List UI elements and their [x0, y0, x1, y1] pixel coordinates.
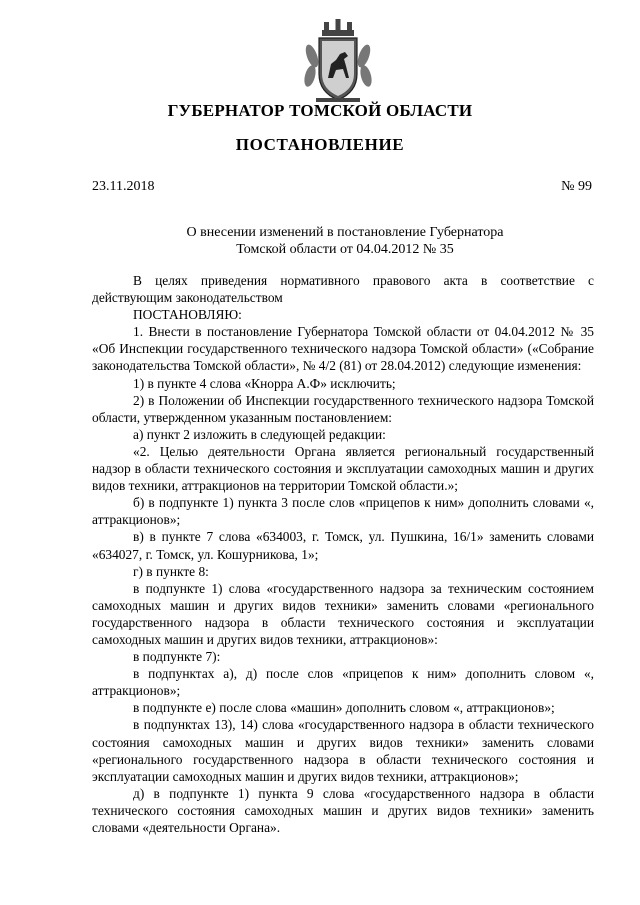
paragraph: д) в подпункте 1) пункта 9 слова «государственного надзора в области технического состояния самоходных машин и других видов техники» заменить словами «деятельности Органа».	[92, 785, 594, 835]
paragraph: ПОСТАНОВЛЯЮ:	[133, 307, 242, 323]
paragraph: б) в подпункте 1) пункта 3 после слов «прицепов к ним» дополнить словами «, аттракционов»;	[92, 495, 594, 528]
paragraph: в) в пункте 7 слова «634003, г. Томск, ул. Пушкина, 16/1» заменить словами «634027, г. Томск, ул. Кошурникова, 1»;	[92, 529, 594, 562]
document-date: 23.11.2018	[92, 179, 155, 194]
paragraph: в подпункте е) после слова «машин» дополнить словом «, аттракционов»;	[133, 700, 555, 716]
paragraph: г) в пункте 8:	[133, 563, 209, 579]
issuing-authority: ГУБЕРНАТОР ТОМСКОЙ ОБЛАСТИ	[167, 101, 473, 120]
tomsk-coat-of-arms-icon	[298, 18, 378, 104]
title-line: Томской области от 04.04.2012 № 35	[236, 242, 454, 257]
paragraph: в подпункте 7):	[133, 649, 221, 665]
paragraph: «2. Целью деятельности Органа является региональный государственный надзор в области технического состояния и эксплуатации самоходных машин и других видов техники, аттракционов на территории Томской области.»;	[92, 443, 594, 494]
document-number: № 99	[561, 179, 592, 194]
paragraph: в подпунктах а), д) после слов «прицепов к ним» дополнить словом «, аттракционов»;	[92, 666, 594, 699]
paragraph: 1. Внести в постановление Губернатора Томской области от 04.04.2012 № 35 «Об Инспекции государственного технического надзора Томской области» («Собрание законодательства Томской области», № 4/2 (81) от 28.04.2012) следующие изменения:	[92, 324, 594, 374]
paragraph: В целях приведения нормативного правового акта в соответствие с действующим законодательством	[92, 273, 594, 306]
document-body	[92, 272, 594, 836]
document-type: ПОСТАНОВЛЕНИЕ	[235, 135, 405, 154]
paragraph: 2) в Положении об Инспекции государственного технического надзора Томской области, утвержденном указанным постановлением:	[92, 392, 594, 425]
title-line: О внесении изменений в постановление Губернатора	[186, 225, 504, 240]
paragraph: в подпунктах 13), 14) слова «государственного надзора в области технического состояния самоходных машин и других видов техники» заменить словами «регионального государственного надзора в области технического состояния и эксплуатации самоходных машин и других видов техники, аттракционов»;	[92, 717, 594, 784]
paragraph: в подпункте 1) слова «государственного надзора за техническим состоянием самоходных машин и других видов техники» заменить словами «регионального государственного надзора в области технического состояния и эксплуатации самоходных машин и других видов техники, аттракционов»:	[92, 580, 594, 647]
document-title	[120, 224, 570, 258]
paragraph: 1) в пункте 4 слова «Кнорра А.Ф» исключить;	[133, 375, 396, 391]
paragraph: а) пункт 2 изложить в следующей редакции:	[133, 426, 386, 442]
